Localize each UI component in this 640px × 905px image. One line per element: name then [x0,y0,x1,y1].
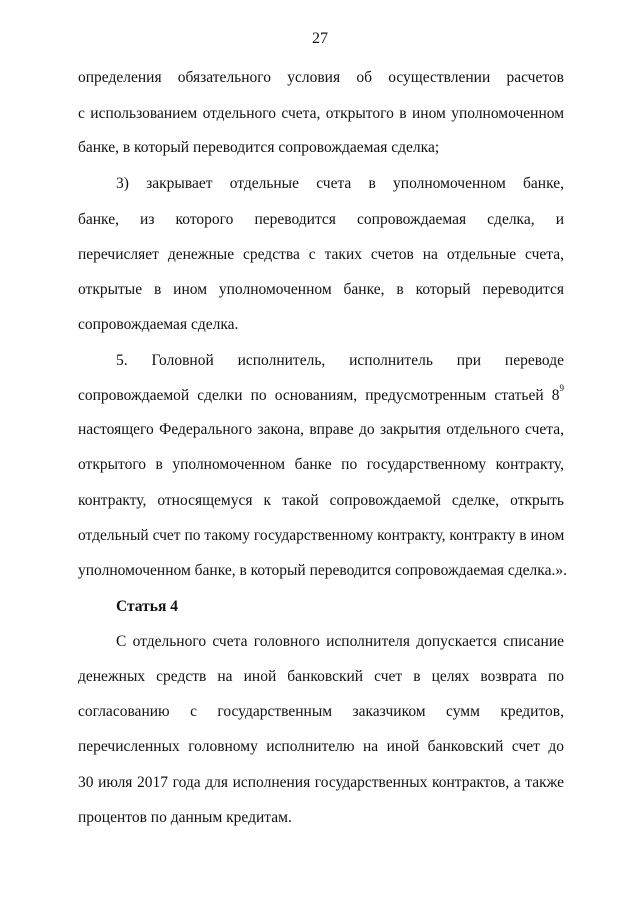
text-line: определения обязательного условия об осуществлении расчетов [78,69,564,86]
text-line: согласованию с государственным заказчиком сумм кредитов, [78,703,564,720]
text-line: процентов по данным кредитам. [78,809,292,826]
text-line: отдельный счет по такому государственному контракту, контракту в ином [78,527,565,544]
text-line: с использованием отдельного счета, открытого в ином уполномоченном [78,105,564,122]
text-line: 30 июля 2017 года для исполнения государственных контрактов, а также [78,774,564,791]
text-line: банке, из которого переводится сопровождаемая сделка, и [78,211,564,228]
text-line: 3) закрывает отдельные счета в уполномоченном банке, [116,175,564,192]
text-line: банке, в который переводится сопровождаемая сделка; [78,139,440,156]
text-line: уполномоченном банке, в который переводится сопровождаемая сделка.». [78,562,567,579]
text-line: 5. Головной исполнитель, исполнитель при переводе [116,352,564,369]
text-line: перечисляет денежные средства с таких счетов на отдельные счета, [78,246,564,263]
text-line: сопровождаемая сделка. [78,316,239,333]
text-line: открытого в уполномоченном банке по государственному контракту, [78,456,564,473]
text-line: С отдельного счета головного исполнителя допускается списание [116,633,564,650]
text-line-with-superscript [78,384,564,408]
line-text: сопровождаемой сделки по основаниям, предусмотренным статьей 8 [78,387,560,404]
text-line: открытые в ином уполномоченном банке, в который переводится [78,281,564,298]
text-line: контракту, относящемуся к такой сопровождаемой сделке, открыть [78,492,564,509]
article-heading: Статья 4 [116,598,178,615]
text-line: перечисленных головному исполнителю на иной банковский счет до [78,738,564,755]
text-line: настоящего Федерального закона, вправе до закрытия отдельного счета, [78,421,564,438]
superscript: 9 [559,383,564,393]
text-line: денежных средств на иной банковский счет в целях возврата по [78,668,564,685]
page-number: 27 [312,30,328,47]
